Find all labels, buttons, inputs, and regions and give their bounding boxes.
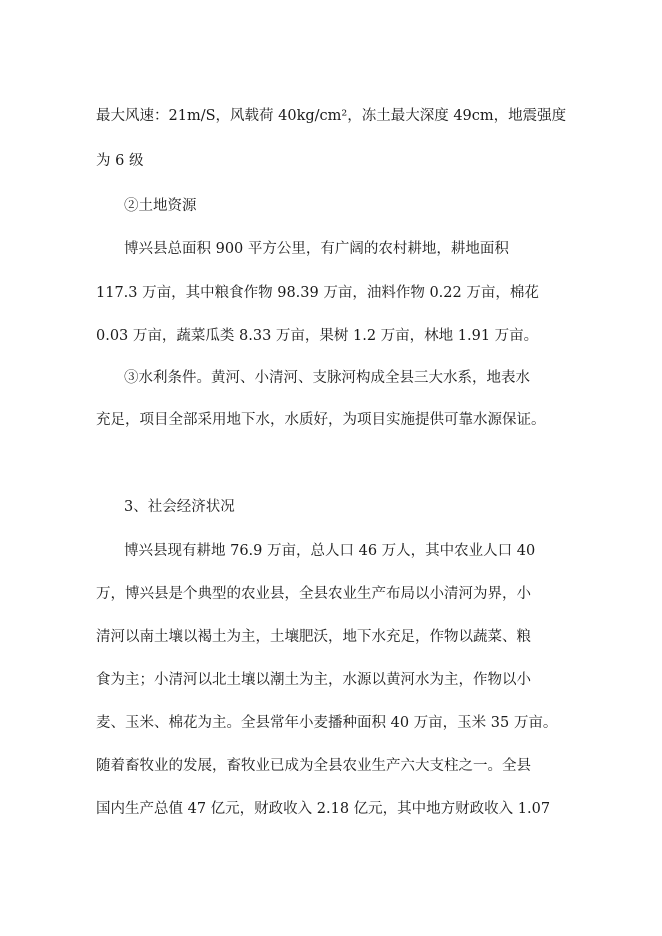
text-line: 为 6 级 — [96, 153, 144, 169]
text-line: 博兴县总面积 900 平方公里，有广阔的农村耕地，耕地面积 — [124, 241, 509, 257]
text-line: 充足，项目全部采用地下水，水质好，为项目实施提供可靠水源保证。 — [96, 412, 546, 428]
text-line: 0.03 万亩，蔬菜瓜类 8.33 万亩，果树 1.2 万亩，林地 1.91 万亩。 — [96, 328, 539, 344]
text-line: 随着畜牧业的发展，畜牧业已成为全县农业生产六大支柱之一。全县 — [96, 758, 531, 774]
text-line: 国内生产总值 47 亿元，财政收入 2.18 亿元，其中地方财政收入 1.07 — [96, 801, 551, 817]
text-line: 万，博兴县是个典型的农业县，全县农业生产布局以小清河为界，小 — [96, 586, 531, 602]
text-line: ③水利条件。黄河、小清河、支脉河构成全县三大水系，地表水 — [124, 370, 530, 386]
text-line: 最大风速：21m/S，风载荷 40kg/cm²，冻土最大深度 49cm，地震强度 — [96, 108, 567, 124]
text-line: 食为主；小清河以北土壤以潮土为主，水源以黄河水为主，作物以小 — [96, 672, 531, 688]
text-line: 117.3 万亩，其中粮食作物 98.39 万亩，油料作物 0.22 万亩，棉花 — [96, 285, 539, 301]
section-heading: 3、社会经济状况 — [124, 499, 235, 515]
text-line: 博兴县现有耕地 76.9 万亩，总人口 46 万人，其中农业人口 40 — [124, 543, 536, 559]
text-line: 清河以南土壤以褐土为主，土壤肥沃，地下水充足，作物以蔬菜、粮 — [96, 629, 531, 645]
text-line: 麦、玉米、棉花为主。全县常年小麦播种面积 40 万亩，玉米 35 万亩。 — [96, 715, 558, 731]
section-heading: ②土地资源 — [124, 198, 197, 214]
